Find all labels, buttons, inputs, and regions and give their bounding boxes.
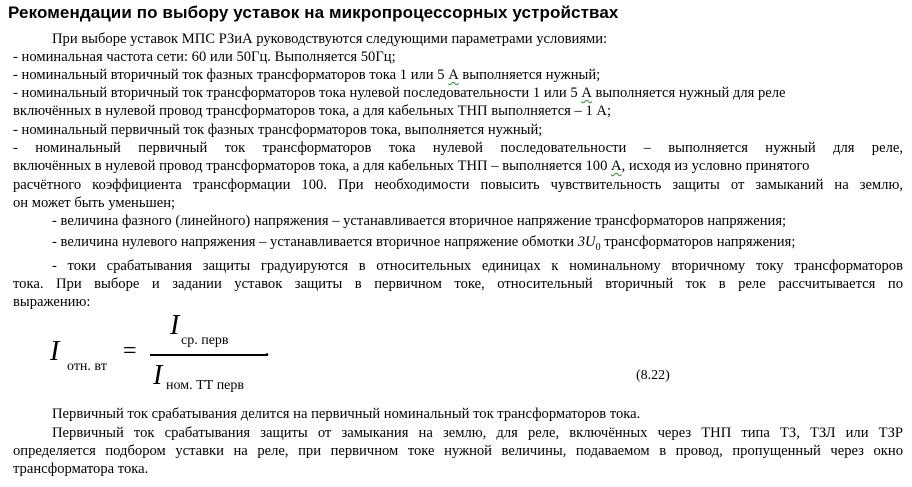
spellcheck-underline: А [581, 85, 592, 101]
paragraph-line: трансформатора тока. [13, 461, 149, 477]
paragraph-line: включённых в нулевой провод трансформаторов тока, а для кабельных ТНП выполняется – 1 А; [13, 103, 612, 119]
list-item-pickup-currents: - токи срабатывания защиты градуируются в относительных единицах к номинальному вторичному току трансформаторов [52, 258, 903, 274]
paragraph-line: он может быть уменьшен; [13, 195, 176, 211]
paragraph-line: При выборе уставок МПС РЗиА руководствуются следующими параметрами условиями: [52, 31, 608, 47]
fraction-bar [150, 354, 267, 356]
formula-lhs-symbol: I [50, 336, 60, 367]
equation-number: (8.22) [636, 368, 670, 383]
formula-8-22 [50, 310, 310, 396]
formula-lhs-subscript: отн. вт [67, 359, 107, 374]
list-item-zero-sequence-secondary-current: - номинальный вторичный ток трансформаторов тока нулевой последовательности 1 или 5 А выполняется нужный для реле [13, 85, 786, 101]
formula-equals: = [123, 338, 137, 364]
list-item-phase-secondary-current: - номинальный вторичный ток фазных трансформаторов тока 1 или 5 А выполняется нужный; [13, 67, 601, 83]
paragraph-line: Первичный ток срабатывания делится на первичный номинальный ток трансформаторов тока. [52, 406, 641, 422]
list-item-frequency: - номинальная частота сети: 60 или 50Гц. Выполняется 50Гц; [13, 49, 396, 65]
page-title: Рекомендации по выбору уставок на микропроцессорных устройствах [8, 3, 619, 22]
list-item-zero-voltage: - величина нулевого напряжения – устанавливается вторичное напряжение обмотки $3U_0$ трансформаторов напряжения; [52, 234, 796, 253]
paragraph-line: Первичный ток срабатывания защиты от замыкания на землю, для реле, включённых через ТНП типа ТЗ, ТЗЛ или ТЗР [52, 425, 903, 441]
paragraph-line: выражению: [13, 294, 91, 310]
spellcheck-underline: А [448, 67, 459, 83]
paragraph-line: определяется подбором уставки на реле, при первичном токе нужной величины, подаваемом в провод, пропущенный через окно [13, 443, 903, 459]
formula-denominator-symbol: I [153, 360, 163, 391]
paragraph-line: тока. При выборе и задании уставок защиты в первичном токе, относительный вторичный ток в реле рассчитывается по [13, 276, 903, 292]
list-item-phase-primary-current: - номинальный первичный ток фазных трансформаторов тока, выполняется нужный; [13, 122, 543, 138]
formula-numerator-subscript: ср. перв [181, 333, 229, 348]
formula-period: . [264, 336, 270, 362]
paragraph-line: расчётного коэффициента трансформации 100. При необходимости повысить чувствительность защиты от замыканий на землю, [13, 177, 903, 193]
formula-denominator-subscript: ном. ТТ перв [166, 378, 245, 393]
list-item-zero-sequence-primary-current: - номинальный первичный ток трансформаторов тока нулевой последовательности – выполняется нужный для реле, [13, 140, 903, 156]
list-item-phase-voltage: - величина фазного (линейного) напряжения – устанавливается вторичное напряжение трансформаторов напряжения; [52, 213, 787, 229]
formula-numerator-symbol: I [170, 310, 180, 341]
paragraph-line: включённых в нулевой провод трансформаторов тока, а для кабельных ТНП – выполняется 100 А, исходя из условно принятого [13, 158, 810, 174]
spellcheck-underline: А [611, 158, 622, 174]
